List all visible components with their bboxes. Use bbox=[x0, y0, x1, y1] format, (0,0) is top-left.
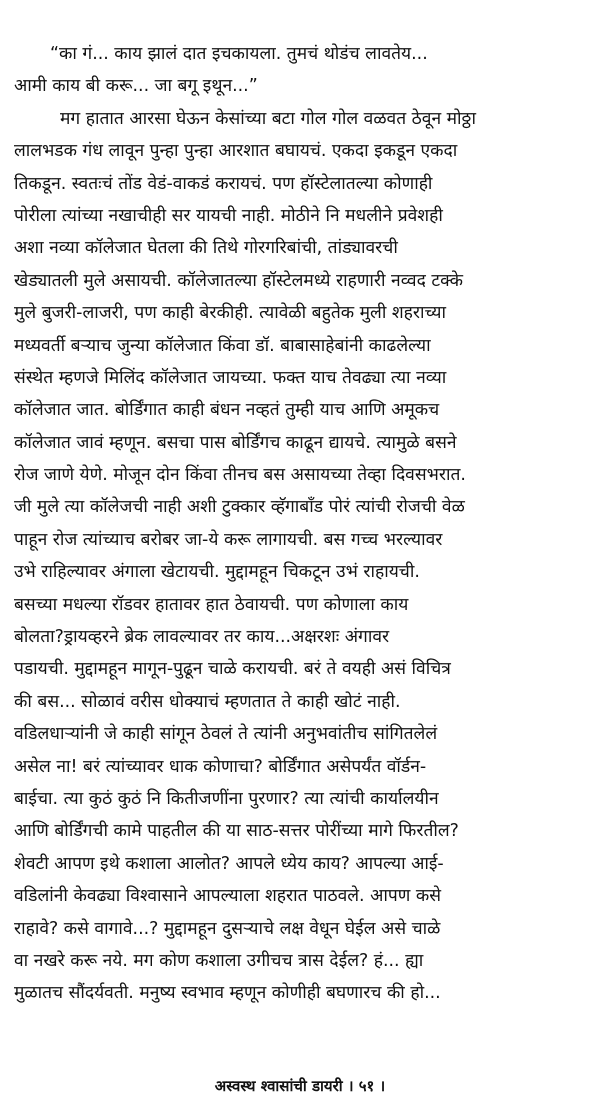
text-line: अशा नव्या कॉलेजात घेतला की तिथे गोरगरिबांची, तांड्यावरची bbox=[14, 238, 398, 259]
text-line: उभे राहिल्यावर अंगाला खेटायची. मुद्दामहून चिकटून उभं राहायची. bbox=[14, 562, 420, 583]
text-line: पोरीला त्यांच्या नखाचीही सर यायची नाही. मोठीने नि मधलीने प्रवेशही bbox=[14, 205, 443, 226]
text-line: खेड्यातली मुले असायची. कॉलेजातल्या हॉस्टेलमध्ये राहणारी नव्वद टक्के bbox=[14, 270, 463, 291]
text-line: बसच्या मधल्या रॉडवर हातावर हात ठेवायची. पण कोणाला काय bbox=[14, 594, 409, 615]
text-line: पाहून रोज त्यांच्याच बरोबर जा-ये करू लागायची. बस गच्च भरल्यावर bbox=[14, 529, 443, 550]
text-line: कॉलेजात जावं म्हणून. बसचा पास बोर्डिंगच काढून द्यायचे. त्यामुळे बसने bbox=[14, 432, 457, 453]
text-line: मुळातच सौंदर्यवती. मनुष्य स्वभाव म्हणून कोणीही बघणारच की हो... bbox=[14, 983, 441, 1004]
text-line: वडिलधाऱ्यांनी जे काही सांगून ठेवलं ते त्यांनी अनुभवांतीच सांगितलेलं bbox=[14, 724, 438, 745]
text-line: आमी काय बी करू... जा बगू इथून...” bbox=[14, 76, 258, 97]
text-line: “का गं... काय झालं दात इचकायला. तुमचं थोडंच लावतेय... bbox=[50, 44, 428, 64]
text-line: वडिलांनी केवढ्या विश्वासाने आपल्याला शहरात पाठवले. आपण कसे bbox=[14, 886, 441, 907]
text-line: रोज जाणे येणे. मोजून दोन किंवा तीनच बस असायच्या तेव्हा दिवसभरात. bbox=[14, 465, 466, 486]
text-line: कॉलेजात जात. बोर्डिंगात काही बंधन नव्हतं तुम्ही याच आणि अमूकच bbox=[14, 400, 440, 421]
text-line: जी मुले त्या कॉलेजची नाही अशी टुक्कार व्हॅगाबॉंड पोरं त्यांची रोजची वेळ bbox=[14, 497, 465, 518]
text-line: आणि बोर्डिंगची कामे पाहतील की या साठ-सत्तर पोरींच्या मागे फिरतील? bbox=[14, 821, 459, 842]
text-line: बाईचा. त्या कुठं कुठं नि कितीजणींना पुरणार? त्या त्यांची कार्यालयीन bbox=[14, 788, 439, 809]
text-line: मुले बुजरी-लाजरी, पण काही बेरकीही. त्यावेळी बहुतेक मुली शहराच्या bbox=[14, 303, 447, 324]
text-line: पडायची. मुद्दामहून मागून-पुढून चाळे करायची. बरं ते वयही असं विचित्र bbox=[14, 659, 451, 680]
text-line: शेवटी आपण इथे कशाला आलोत? आपले ध्येय काय? आपल्या आई- bbox=[14, 853, 444, 874]
page-footer: अस्वस्थ श्वासांची डायरी । ५१ । bbox=[214, 1077, 386, 1095]
text-line: असेल ना! बरं त्यांच्यावर धाक कोणाचा? बोर्डिंगात असेपर्यंत वॉर्डन- bbox=[14, 756, 427, 777]
text-line: राहावे? कसे वागावे...? मुद्दामहून दुसऱ्याचे लक्ष वेधून घेईल असे चाळे bbox=[14, 918, 441, 939]
text-line: मग हातात आरसा घेऊन केसांच्या बटा गोल गोल वळवत ठेवून मोठ्ठा bbox=[60, 108, 476, 129]
text-line: वा नखरे करू नये. मग कोण कशाला उगीचच त्रास देईल? हं... ह्या bbox=[14, 950, 424, 971]
text-line: लालभडक गंध लावून पुन्हा पुन्हा आरशात बघायचं. एकदा इकडून एकदा bbox=[14, 141, 458, 162]
text-line: बोलता?ड्रायव्हरने ब्रेक लावल्यावर तर काय...अक्षरशः अंगावर bbox=[14, 627, 390, 648]
text-line: संस्थेत म्हणजे मिलिंद कॉलेजात जायच्या. फक्त याच तेवढ्या त्या नव्या bbox=[14, 367, 447, 388]
text-line: तिकडून. स्वतःचं तोंड वेडं-वाकडं करायचं. पण हॉस्टेलातल्या कोणाही bbox=[14, 173, 433, 194]
text-line: मध्यवर्ती बऱ्याच जुन्या कॉलेजात किंवा डॉ. बाबासाहेबांनी काढलेल्या bbox=[14, 335, 431, 356]
text-line: की बस... सोळावं वरीस धोक्याचं म्हणतात ते काही खोटं नाही. bbox=[14, 691, 401, 712]
